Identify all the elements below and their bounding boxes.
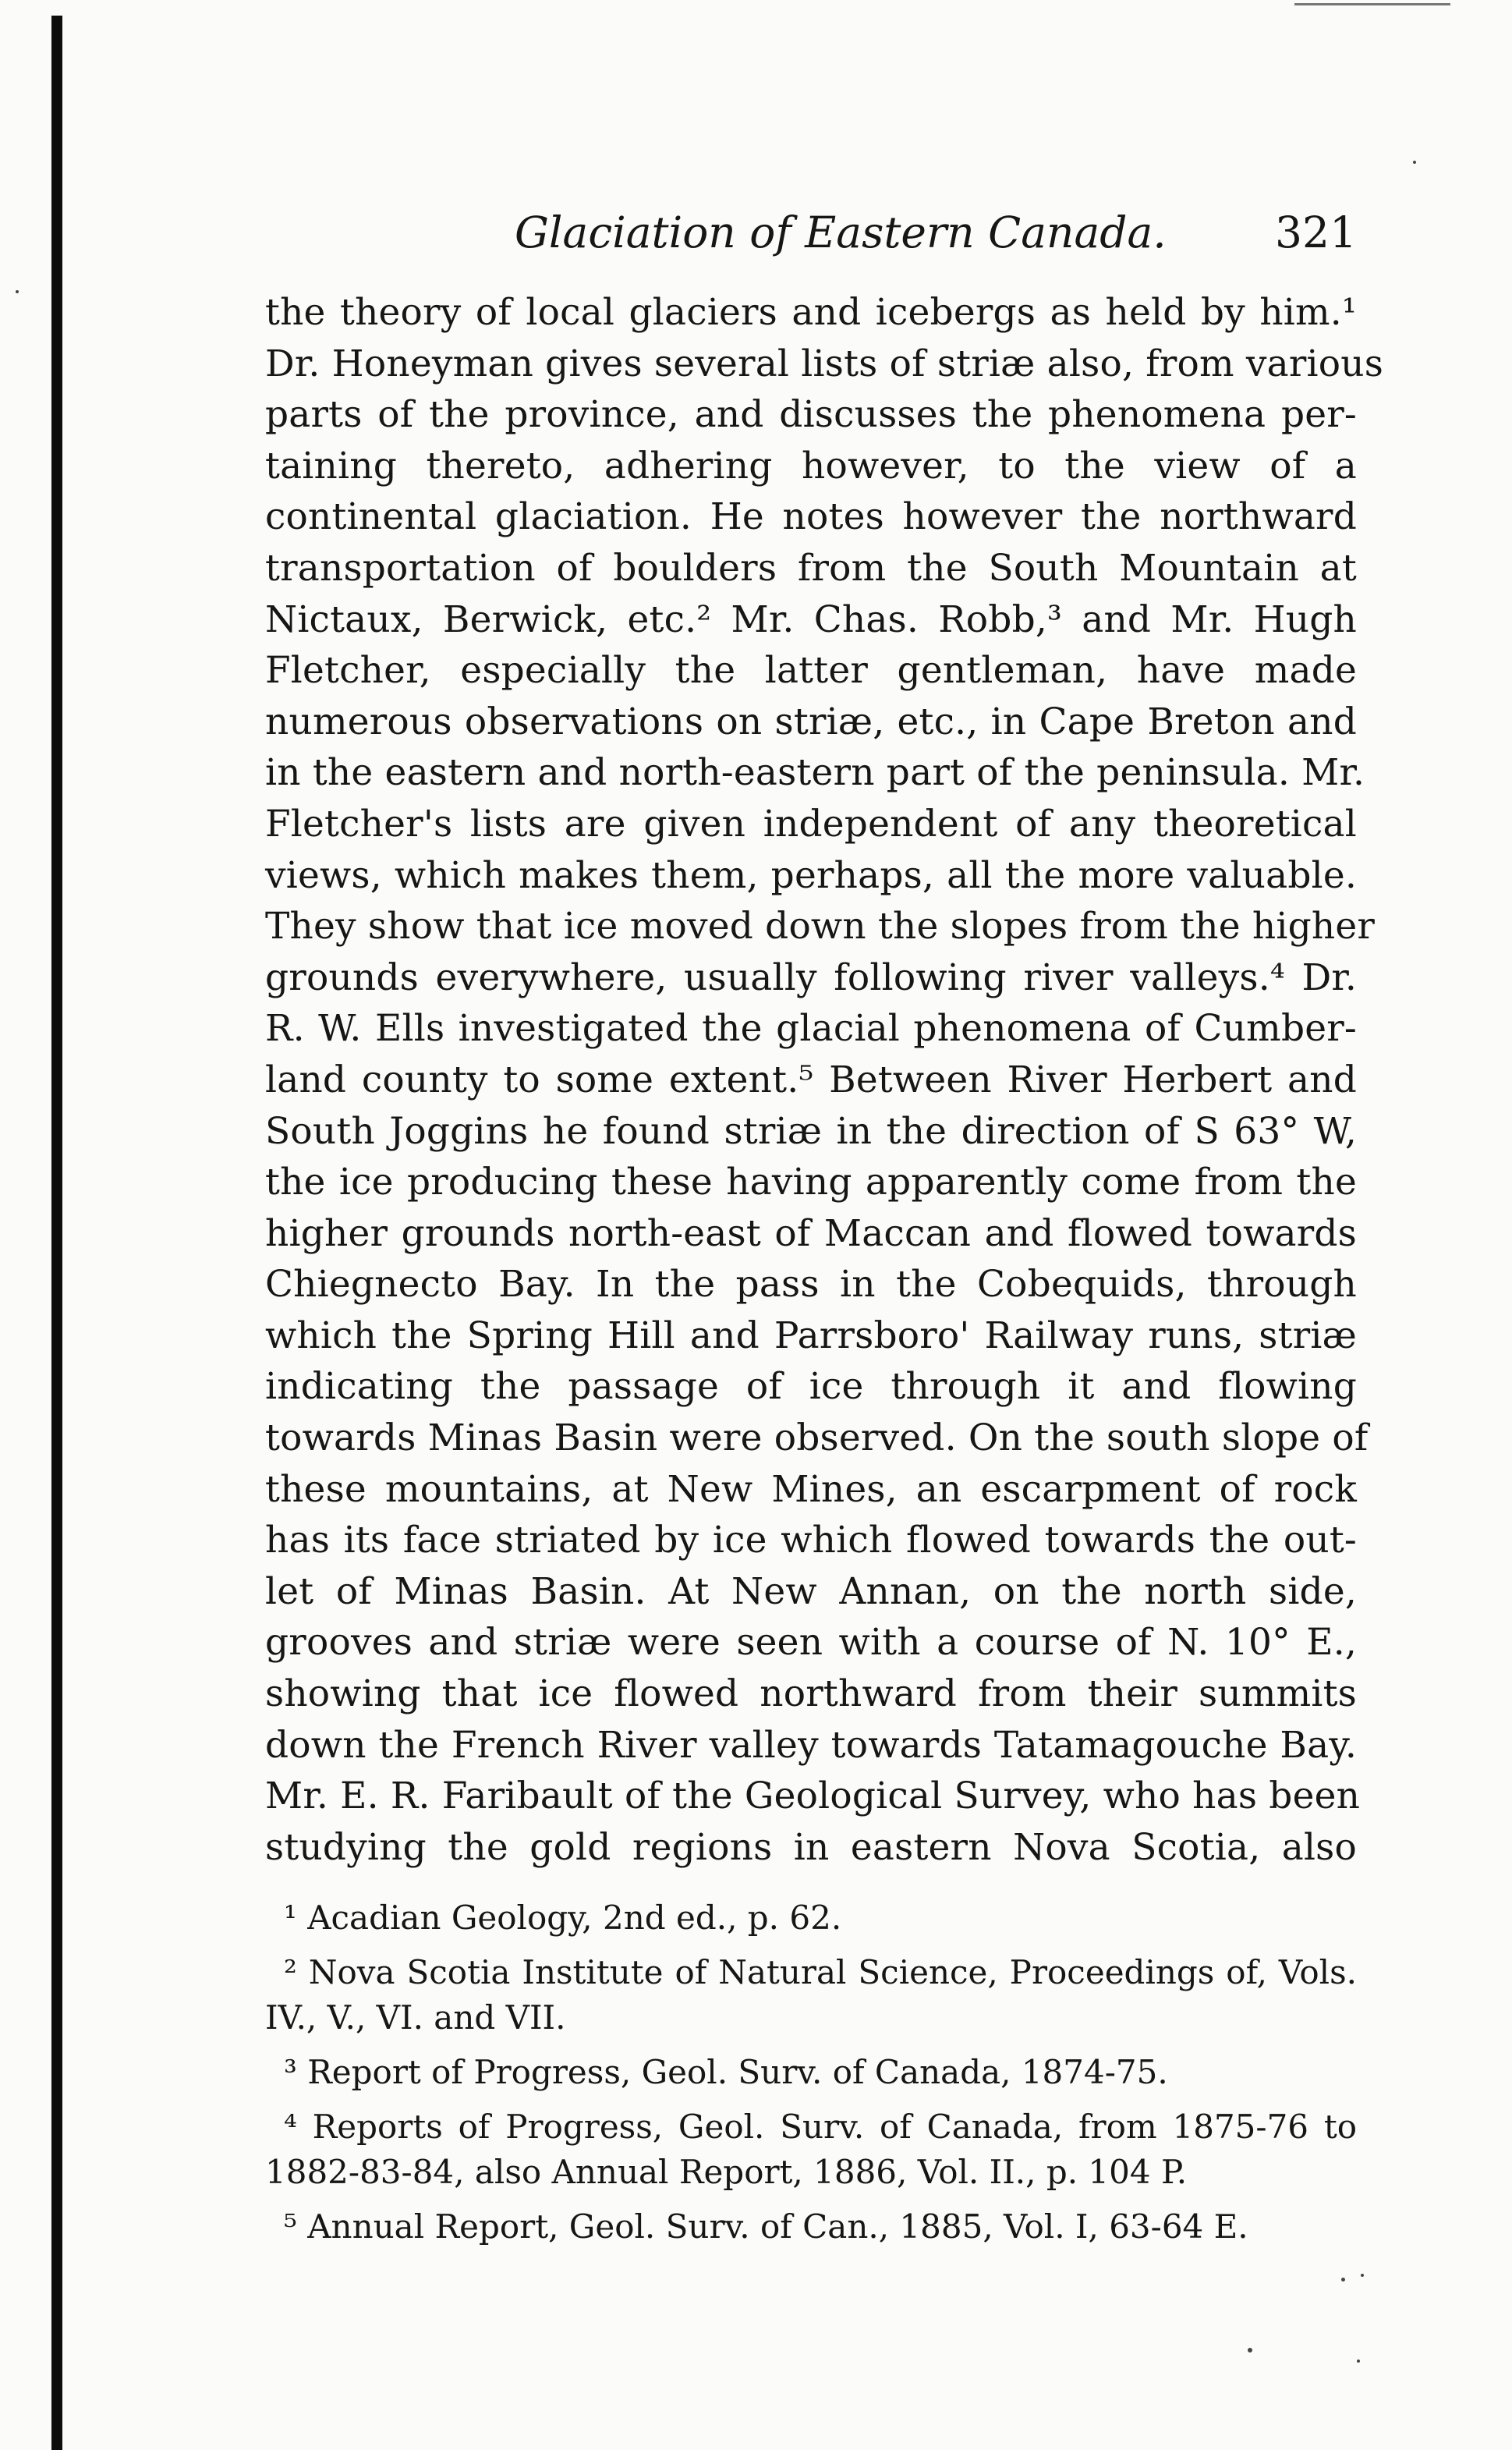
page-number: 321 [1275,207,1357,257]
footnote [265,2204,1357,2250]
body-text [265,287,1384,1873]
body-line: continental glaciation. He notes however the northward [265,495,1357,539]
footnote-line: ² Nova Scotia Institute of Natural Science, Proceedings of, Vols. [284,1953,1357,1991]
body-line: the theory of local glaciers and icebergs as held by him.¹ [265,291,1357,334]
body-line: They show that ice moved down the slopes from the higher [265,905,1376,948]
body-line: the ice producing these having apparently come from the [265,1161,1357,1204]
body-line: grounds everywhere, usually following river valleys.⁴ Dr. [265,956,1357,999]
paper-speck [16,290,19,293]
body-line: taining thereto, adhering however, to the view of a [265,444,1357,488]
footnote [265,1950,1357,2040]
footnote-line: ³ Report of Progress, Geol. Surv. of Canada, 1874-75. [284,2053,1168,2091]
body-line: views, which makes them, perhaps, all the more valuable. [265,853,1357,897]
paper-speck [1341,2278,1345,2282]
body-line: Fletcher's lists are given independent of any theoretical [265,802,1357,846]
footnote [265,2104,1357,2195]
body-line: parts of the province, and discusses the phenomena per- [265,393,1357,437]
body-line: transportation of boulders from the South Mountain at [265,546,1357,590]
body-line: Nictaux, Berwick, etc.² Mr. Chas. Robb,³ and Mr. Hugh [265,597,1357,641]
top-edge-rule [1294,3,1450,5]
body-line: studying the gold regions in eastern Nova Scotia, also [265,1825,1357,1869]
footnote [265,2050,1357,2095]
footnote-line: ⁴ Reports of Progress, Geol. Surv. of Canada, from 1875-76 to [284,2108,1357,2146]
body-line: towards Minas Basin were observed. On the south slope of [265,1416,1369,1460]
footnote-line: IV., V., VI. and VII. [265,1998,566,2037]
footnote-gap [265,2095,1357,2104]
body-line: Dr. Honeyman gives several lists of striæ also, from various [265,342,1384,385]
book-spine-edge [51,16,62,2450]
footnote-gap [265,2195,1357,2204]
paper-speck [1248,2348,1252,2352]
body-line: higher grounds north-east of Maccan and flowed towards [265,1211,1357,1255]
body-line: down the French River valley towards Tatamagouche Bay. [265,1723,1357,1767]
body-line: Mr. E. R. Faribault of the Geological Survey, who has been [265,1775,1361,1818]
footnote-gap [265,2040,1357,2050]
paper-speck [1361,2274,1364,2277]
body-line: Chiegnecto Bay. In the pass in the Cobequids, through [265,1263,1357,1307]
paper-speck [1413,161,1416,164]
body-line: Fletcher, especially the latter gentleman, have made [265,649,1357,693]
body-line: indicating the passage of ice through it and flowing [265,1365,1357,1409]
body-line: numerous observations on striæ, etc., in Cape Breton and [265,700,1357,743]
body-line: grooves and striæ were seen with a course of N. 10° E., [265,1621,1357,1665]
body-line: in the eastern and north-eastern part of the peninsula. Mr. [265,751,1365,795]
footnote-line: ⁵ Annual Report, Geol. Surv. of Can., 1885, Vol. I, 63-64 E. [284,2207,1248,2246]
footnote-line: 1882-83-84, also Annual Report, 1886, Vol. II., p. 104 P. [265,2153,1188,2191]
body-line: has its face striated by ice which flowed towards the out- [265,1519,1357,1562]
body-line: these mountains, at New Mines, an escarpment of rock [265,1467,1357,1511]
paper-speck [1357,2360,1360,2363]
footnote-gap [265,1941,1357,1950]
body-line: land county to some extent.⁵ Between River Herbert and [265,1058,1357,1101]
footnote-line: ¹ Acadian Geology, 2nd ed., p. 62. [284,1899,842,1937]
body-line: South Joggins he found striæ in the direction of S 63° W, [265,1109,1357,1153]
body-line: R. W. Ells investigated the glacial phenomena of Cumber- [265,1007,1357,1051]
footnotes [265,1895,1357,2250]
page-header [265,201,1357,264]
body-line: which the Spring Hill and Parrsboro' Railway runs, striæ [265,1314,1357,1357]
body-line: let of Minas Basin. At New Annan, on the north side, [265,1569,1357,1613]
body-line: showing that ice flowed northward from their summits [265,1672,1357,1716]
running-title: Glaciation of Eastern Canada. [515,207,1167,257]
footnote [265,1895,1357,1941]
